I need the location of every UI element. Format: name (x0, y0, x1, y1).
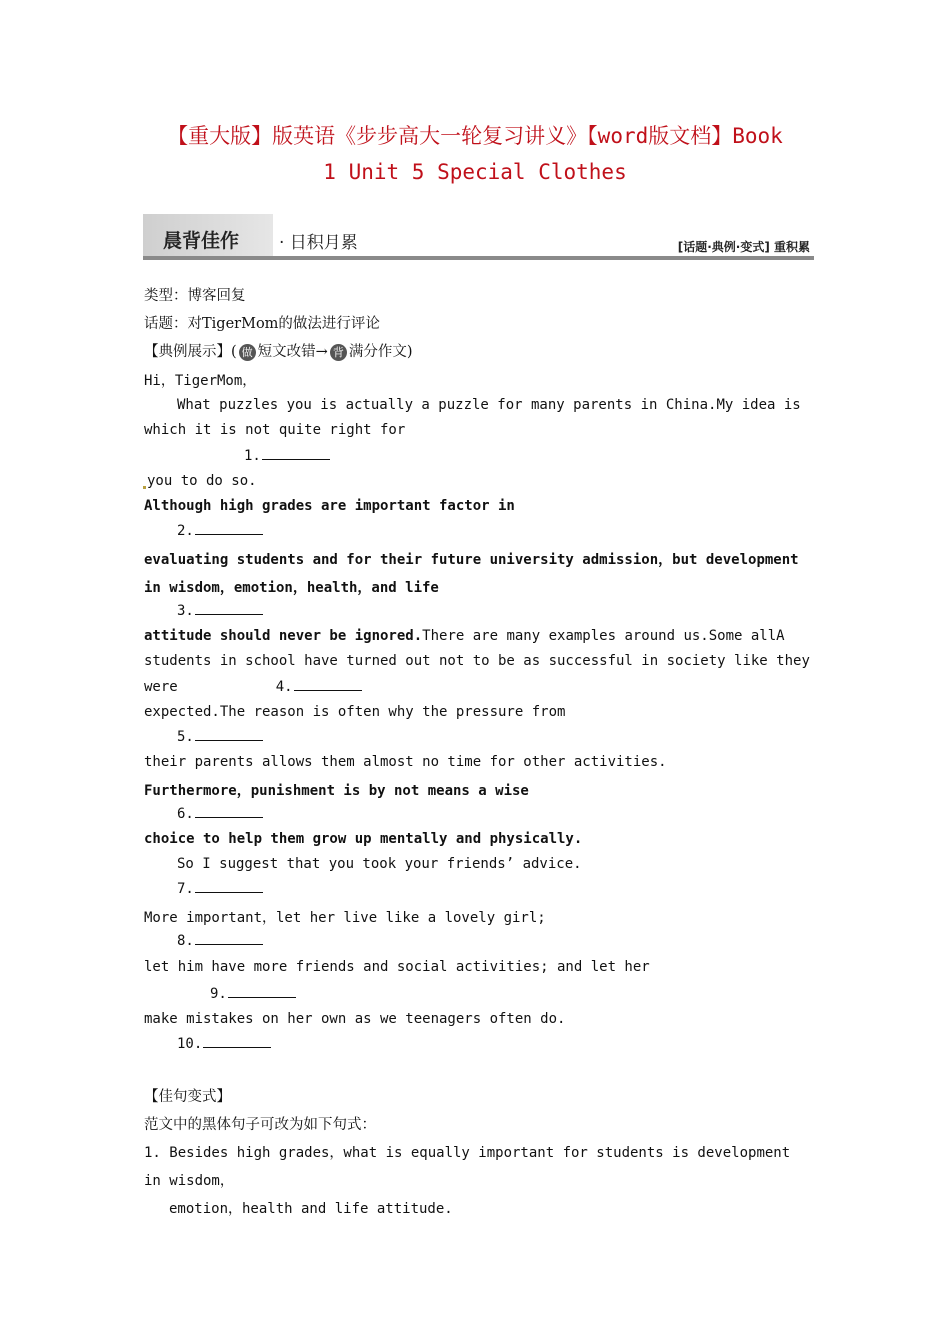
topic-line: 话题：对TigerMom的做法进行评论 (144, 316, 380, 332)
example-mid-2: 满分作文) (348, 344, 413, 360)
essay-line-17: make mistakes on her own as we teenagers often do. (144, 1011, 566, 1027)
blank-line (195, 524, 263, 535)
essay-line-10: expected.The reason is often why the pressure from (144, 704, 566, 720)
essay-line-7-normal: There are many examples around us.Some allA (422, 628, 785, 644)
blank-line (195, 604, 263, 615)
blank-number: 9. (210, 986, 227, 1002)
essay-line-9 (144, 679, 362, 695)
do-circle-icon: 做 (239, 344, 256, 361)
banner-heading: 晨背佳作 (163, 230, 240, 252)
blank-number: 7. (177, 881, 194, 897)
blank-number: 10. (177, 1036, 203, 1052)
blank-number: 1. (244, 448, 261, 464)
variants-intro: 范文中的黑体句子可改为如下句式： (144, 1117, 376, 1133)
essay-line-6: in wisdom，emotion，health，and life (144, 580, 439, 596)
blank-line (195, 807, 263, 818)
essay-line-3 (143, 473, 257, 489)
blank-line (294, 680, 362, 691)
blank-3 (177, 603, 263, 619)
recite-circle-icon: 背 (330, 344, 347, 361)
blank-7 (177, 881, 263, 897)
blank-number: 8. (177, 933, 194, 949)
essay-line-7 (144, 628, 785, 644)
essay-line-1: What puzzles you is actually a puzzle for many parents in China.My idea is (177, 397, 801, 413)
variants-heading: 【佳句变式】 (144, 1089, 231, 1105)
variant-line-1c: emotion，health and life attitude. (169, 1201, 453, 1217)
section-banner (143, 214, 814, 260)
blank-9 (210, 986, 296, 1002)
blank-number: 4. (275, 679, 293, 695)
example-head-text: 【典例展示】( (144, 344, 237, 360)
blank-line (228, 987, 296, 998)
blank-line (262, 449, 330, 460)
banner-tags: [话题·典例·变式] 重积累 (677, 240, 810, 254)
marker-dot (143, 486, 146, 489)
blank-5 (177, 729, 263, 745)
blank-6 (177, 806, 263, 822)
title-line-2: 1 Unit 5 Special Clothes (323, 160, 627, 184)
example-heading (144, 340, 413, 361)
blank-number: 5. (177, 729, 194, 745)
essay-line-2: which it is not quite right for (144, 422, 406, 438)
essay-line-14: So I suggest that you took your friends’ advice. (177, 856, 582, 872)
blank-10 (177, 1036, 271, 1052)
essay-line-8: students in school have turned out not to be as successful in society like they (144, 653, 810, 669)
essay-line-12: Furthermore，punishment is by not means a wise (144, 783, 529, 799)
blank-line (195, 730, 263, 741)
blank-8 (177, 933, 263, 949)
variant-line-1a: 1. Besides high grades，what is equally important for students is development (144, 1145, 791, 1161)
blank-number: 6. (177, 806, 194, 822)
variant-line-1b: in wisdom， (144, 1173, 234, 1189)
blank-number: 2. (177, 523, 194, 539)
blank-line (203, 1037, 271, 1048)
type-line: 类型：博客回复 (144, 288, 246, 304)
essay-greeting: Hi，TigerMom， (144, 373, 257, 389)
blank-line (195, 882, 263, 893)
blank-number: 3. (177, 603, 194, 619)
essay-line-5: evaluating students and for their future university admission，but development (144, 552, 799, 568)
blank-2 (177, 523, 263, 539)
essay-line-4: Although high grades are important factor in (144, 498, 515, 514)
title-line-1: 【重大版】版英语《步步高大一轮复习讲义》【word版文档】Book (167, 124, 783, 148)
document-title (120, 118, 830, 190)
essay-line-11: their parents allows them almost no time for other activities. (144, 754, 667, 770)
blank-1 (244, 448, 330, 464)
blank-line (195, 934, 263, 945)
essay-line-15: More important，let her live like a lovely girl; (144, 910, 546, 926)
example-mid-1: 短文改错→ (257, 344, 328, 360)
essay-line-9-text: were (144, 679, 178, 695)
banner-rule (143, 256, 814, 260)
essay-line-3-text: you to do so. (147, 473, 257, 489)
essay-line-13: choice to help them grow up mentally and physically. (144, 831, 583, 847)
banner-subheading: · 日积月累 (279, 233, 358, 253)
essay-line-7-bold: attitude should never be ignored. (144, 628, 423, 644)
essay-line-16: let him have more friends and social activities; and let her (144, 959, 650, 975)
